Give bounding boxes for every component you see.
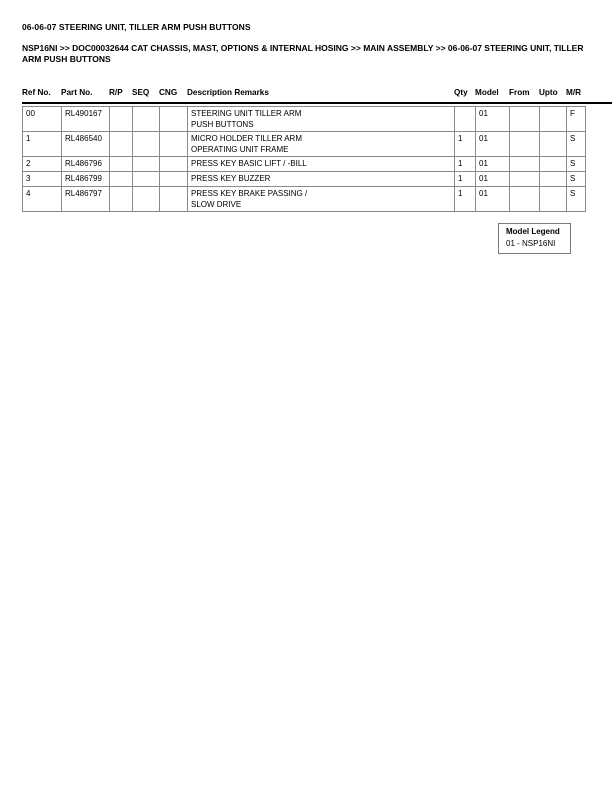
seq-cell — [133, 157, 160, 172]
table-row — [23, 107, 586, 132]
table-row — [23, 132, 586, 157]
qty-cell: 1 — [455, 172, 476, 187]
ref-no-cell: 2 — [23, 157, 62, 172]
mr-cell: S — [567, 132, 586, 157]
rp-cell — [110, 187, 133, 212]
header-rule — [22, 102, 612, 104]
part-no-cell: RL486540 — [62, 132, 110, 157]
cng-cell — [160, 132, 188, 157]
upto-cell — [540, 187, 567, 212]
from-cell — [510, 187, 540, 212]
model-cell: 01 — [476, 132, 510, 157]
from-cell — [510, 157, 540, 172]
mr-cell: S — [567, 187, 586, 212]
description-cell: STEERING UNIT TILLER ARM PUSH BUTTONS — [188, 107, 455, 132]
model-cell: 01 — [476, 187, 510, 212]
model-legend-entry: 01 - NSP16NI — [506, 239, 556, 248]
seq-cell — [133, 172, 160, 187]
ref-no-cell: 3 — [23, 172, 62, 187]
column-header-qty: Qty — [454, 88, 468, 97]
model-cell: 01 — [476, 172, 510, 187]
seq-cell — [133, 187, 160, 212]
ref-no-cell: 00 — [23, 107, 62, 132]
mr-cell: S — [567, 157, 586, 172]
model-cell: 01 — [476, 107, 510, 132]
rp-cell — [110, 157, 133, 172]
rp-cell — [110, 172, 133, 187]
parts-table — [22, 106, 586, 212]
cng-cell — [160, 172, 188, 187]
ref-no-cell: 4 — [23, 187, 62, 212]
column-header-from: From — [509, 88, 530, 97]
part-no-cell: RL490167 — [62, 107, 110, 132]
upto-cell — [540, 132, 567, 157]
description-cell: PRESS KEY BASIC LIFT / -BILL — [188, 157, 455, 172]
part-no-cell: RL486797 — [62, 187, 110, 212]
qty-cell: 1 — [455, 157, 476, 172]
from-cell — [510, 172, 540, 187]
column-header-upto: Upto — [539, 88, 558, 97]
qty-cell: 1 — [455, 132, 476, 157]
description-cell: PRESS KEY BRAKE PASSING / SLOW DRIVE — [188, 187, 455, 212]
table-row — [23, 172, 586, 187]
page-title: 06-06-07 STEERING UNIT, TILLER ARM PUSH BUTTONS — [22, 22, 251, 32]
column-header-model: Model — [475, 88, 499, 97]
upto-cell — [540, 172, 567, 187]
description-cell: PRESS KEY BUZZER — [188, 172, 455, 187]
cng-cell — [160, 157, 188, 172]
column-header-mr: M/R — [566, 88, 582, 97]
column-header-cng: CNG — [159, 88, 178, 97]
model-legend — [498, 223, 571, 254]
column-header-part-no: Part No. — [61, 88, 93, 97]
mr-cell: S — [567, 172, 586, 187]
part-no-cell: RL486796 — [62, 157, 110, 172]
model-cell: 01 — [476, 157, 510, 172]
from-cell — [510, 132, 540, 157]
rp-cell — [110, 107, 133, 132]
table-row — [23, 157, 586, 172]
cng-cell — [160, 107, 188, 132]
part-no-cell: RL486799 — [62, 172, 110, 187]
upto-cell — [540, 157, 567, 172]
mr-cell: F — [567, 107, 586, 132]
table-row — [23, 187, 586, 212]
ref-no-cell: 1 — [23, 132, 62, 157]
description-cell: MICRO HOLDER TILLER ARM OPERATING UNIT FRAME — [188, 132, 455, 157]
seq-cell — [133, 107, 160, 132]
column-header-ref-no: Ref No. — [22, 88, 51, 97]
from-cell — [510, 107, 540, 132]
model-legend-title: Model Legend — [506, 227, 560, 236]
qty-cell — [455, 107, 476, 132]
column-header-description: Description Remarks — [187, 88, 269, 97]
seq-cell — [133, 132, 160, 157]
qty-cell: 1 — [455, 187, 476, 212]
column-header-rp: R/P — [109, 88, 123, 97]
column-header-seq: SEQ — [132, 88, 150, 97]
breadcrumb: NSP16NI >> DOC00032644 CAT CHASSIS, MAST, OPTIONS & INTERNAL HOSING >> MAIN ASSEMBLY >> 06-06-07 STEERING UNIT, TILLER ARM PUSH BUTTONS — [22, 43, 584, 64]
rp-cell — [110, 132, 133, 157]
upto-cell — [540, 107, 567, 132]
cng-cell — [160, 187, 188, 212]
